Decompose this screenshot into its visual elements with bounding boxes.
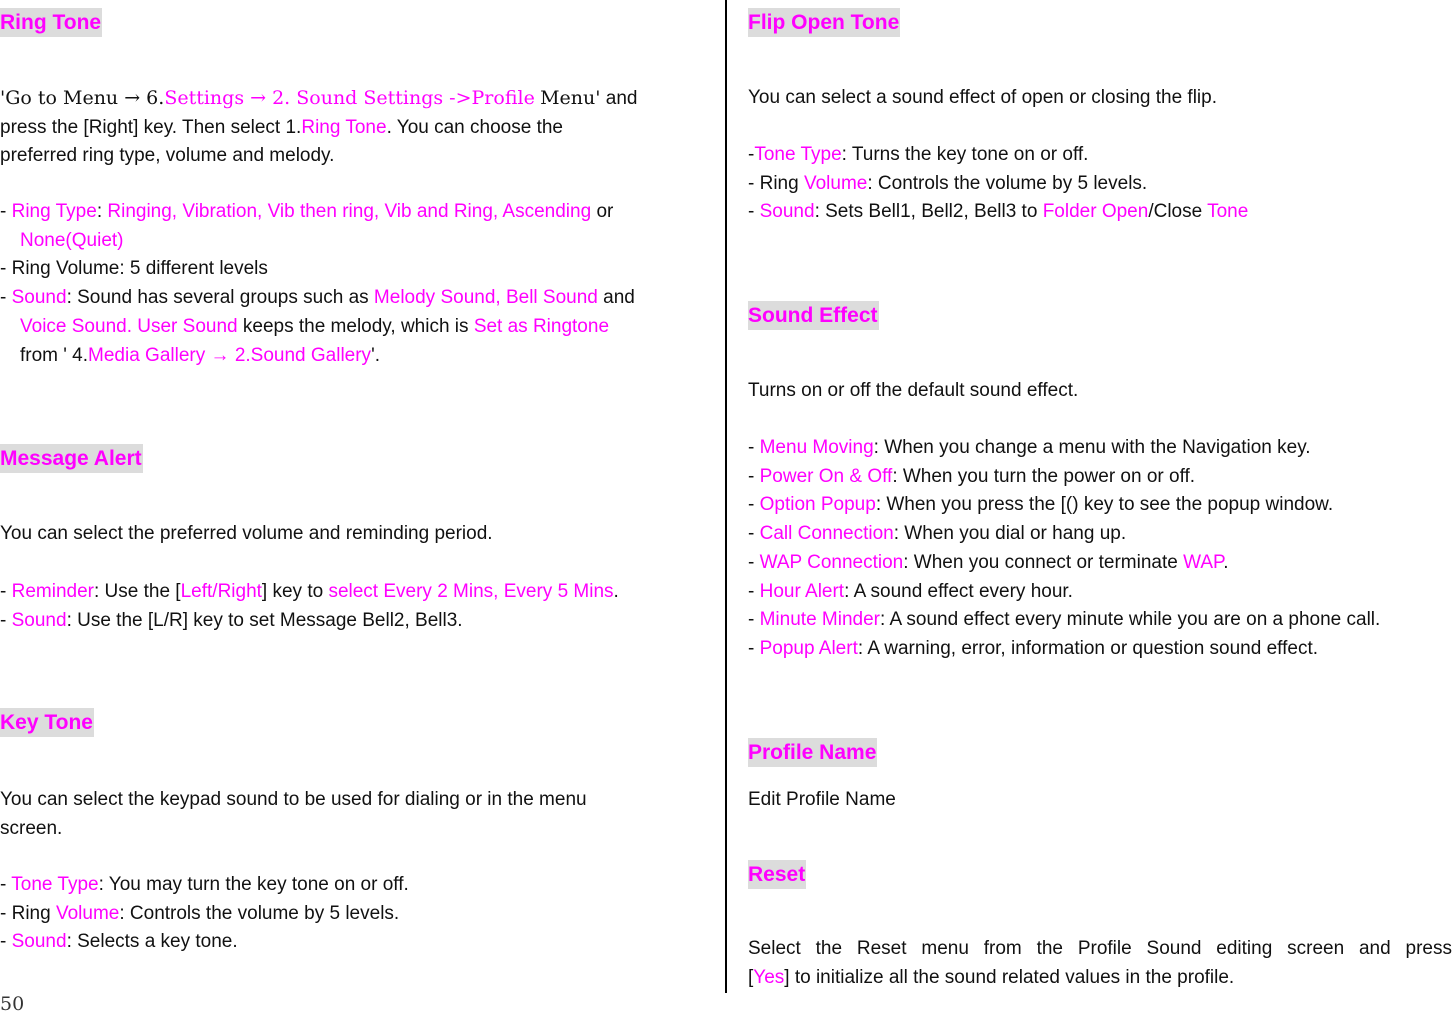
ring-tone-heading: Ring Tone [0, 8, 102, 37]
message-alert-body [0, 520, 705, 549]
list-item: - Hour Alert: A sound effect every hour. [748, 580, 1073, 602]
list-item: - Power On & Off: When you turn the power on or off. [748, 465, 1196, 487]
profile-name-text: Edit Profile Name [748, 789, 896, 810]
key-tone-body [0, 786, 705, 843]
sound-effect-intro: Turns on or off the default sound effect. [748, 380, 1079, 401]
ring-type-none: None(Quiet) [20, 229, 124, 251]
key-ring-volume-line: - Ring Volume: Controls the volume by 5 levels. [0, 902, 400, 924]
key-tone-type-line: - Tone Type: You may turn the key tone on or off. [0, 874, 409, 895]
key-tone-heading: Key Tone [0, 708, 94, 737]
sound-effect-heading: Sound Effect [748, 301, 879, 330]
column-divider [725, 0, 727, 993]
ring-type-line: - Ring Type: Ringing, Vibration, Vib then ring, Vib and Ring, Ascending or [0, 201, 614, 222]
flip-open-intro: You can select a sound effect of open or closing the flip. [748, 87, 1217, 108]
reset-heading: Reset [748, 860, 806, 889]
flip-tone-type-line: -Tone Type: Turns the key tone on or off. [748, 144, 1089, 165]
sound-effect-list [748, 434, 1452, 664]
list-item: - Menu Moving: When you change a menu with the Navigation key. [748, 437, 1311, 458]
ring-sound-line-3: from ' 4.Media Gallery → 2.Sound Gallery'. [20, 344, 380, 366]
list-item: - Minute Minder: A sound effect every minute while you are on a phone call. [748, 609, 1381, 631]
list-item: - WAP Connection: When you connect or terminate WAP. [748, 551, 1229, 573]
reset-line-1: Select the Reset menu from the Profile Sound editing screen and press [748, 938, 1452, 959]
reset-line-2: [Yes] to initialize all the sound related values in the profile. [748, 966, 1235, 988]
key-tone-intro-2: screen. [0, 817, 63, 839]
ring-sound-line: - Sound: Sound has several groups such as Melody Sound, Bell Sound and [0, 287, 635, 309]
list-item: - Option Popup: When you press the [() key to see the popup window. [748, 494, 1334, 516]
key-tone-options [0, 871, 705, 957]
ring-volume-line: - Ring Volume: 5 different levels [0, 258, 268, 280]
key-tone-intro-1: You can select the keypad sound to be used for dialing or in the menu [0, 789, 587, 810]
sound-effect-body [748, 377, 1452, 406]
message-alert-options [0, 578, 705, 635]
ring-tone-description-line: preferred ring type, volume and melody. [0, 145, 335, 167]
message-sound-line: - Sound: Use the [L/R] key to set Message Bell2, Bell3. [0, 609, 463, 631]
page-number: 50 [0, 993, 25, 1015]
ring-tone-path-line: 'Go to Menu → 6.Settings → 2. Sound Settings ->Profile Menu' and [0, 87, 638, 109]
flip-open-tone-heading: Flip Open Tone [748, 8, 900, 37]
list-item: - Call Connection: When you dial or hang up. [748, 523, 1127, 545]
flip-sound-line: - Sound: Sets Bell1, Bell2, Bell3 to Folder Open/Close Tone [748, 201, 1249, 223]
reminder-line: - Reminder: Use the [Left/Right] key to select Every 2 Mins, Every 5 Mins. [0, 581, 619, 602]
ring-tone-body [0, 84, 705, 171]
flip-ring-volume-line: - Ring Volume: Controls the volume by 5 levels. [748, 172, 1148, 194]
profile-name-heading: Profile Name [748, 738, 877, 767]
message-alert-intro: You can select the preferred volume and reminding period. [0, 523, 493, 544]
list-item: - Popup Alert: A warning, error, information or question sound effect. [748, 637, 1318, 659]
profile-name-body [748, 786, 1452, 815]
flip-open-body [748, 84, 1452, 113]
ring-sound-line-2: Voice Sound. User Sound keeps the melody, which is Set as Ringtone [20, 315, 610, 337]
ring-tone-instruction-line: press the [Right] key. Then select 1.Ring Tone. You can choose the [0, 116, 563, 138]
message-alert-heading: Message Alert [0, 444, 143, 473]
ring-tone-options [0, 198, 705, 370]
key-sound-line: - Sound: Selects a key tone. [0, 931, 238, 953]
flip-open-options [748, 141, 1452, 227]
reset-body [748, 935, 1452, 992]
